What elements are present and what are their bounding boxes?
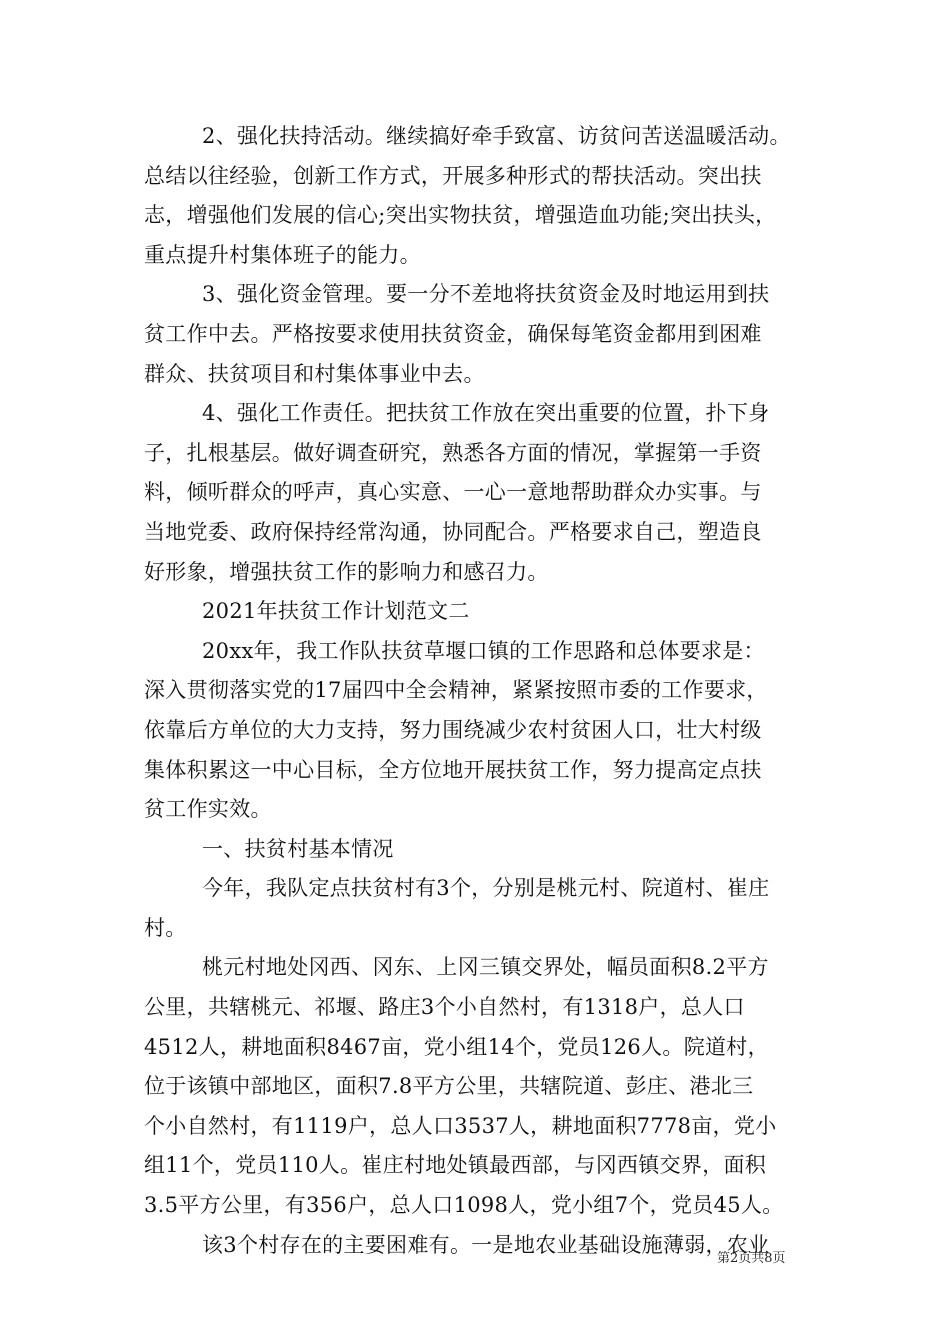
paragraph-line: 好形象，增强扶贫工作的影响力和感召力。 [144,559,549,584]
paragraph-line: 2、强化扶持活动。继续搞好牵手致富、访贫问苦送温暖活动。 [202,124,791,148]
paragraph-line: 群众、扶贫项目和村集体事业中去。 [144,361,485,386]
paragraph-line: 该3个村存在的主要困难有。一是地农业基础设施薄弱，农业 [202,1232,770,1257]
paragraph-line: 当地党委、政府保持经常沟通，协同配合。严格要求自己，塑造良 [144,519,762,544]
document-body [144,117,812,1265]
paragraph-line: 重点提升村集体班子的能力。 [144,242,421,267]
paragraph-line: 公里，共辖桃元、祁堰、路庄3个小自然村，有1318户，总人口 [144,995,745,1020]
page-number: 第2页共8页 [717,1251,786,1266]
paragraph-line: 位于该镇中部地区，面积7.8平方公里，共辖院道、彭庄、港北三 [144,1074,754,1099]
subsection-heading: 一、扶贫村基本情况 [202,836,394,861]
paragraph-line: 桃元村地处冈西、冈东、上冈三镇交界处，幅员面积8.2平方 [202,955,769,980]
paragraph-line: 志，增强他们发展的信心;突出实物扶贫，增强造血功能;突出扶头， [144,203,777,228]
paragraph-line: 村。 [144,915,187,940]
paragraph-line: 今年，我队定点扶贫村有3个，分别是桃元村、院道村、崔庄 [202,876,770,901]
paragraph-line: 贫工作中去。严格按要求使用扶贫资金，确保每笔资金都用到困难 [144,321,762,346]
paragraph-line: 组11个，党员110人。崔庄村地处镇最西部，与冈西镇交界，面积 [144,1153,767,1178]
paragraph-line: 深入贯彻落实党的17届四中全会精神，紧紧按照市委的工作要求， [144,678,768,703]
paragraph-line: 集体积累这一中心目标，全方位地开展扶贫工作，努力提高定点扶 [144,757,762,782]
paragraph-line: 贫工作实效。 [144,797,272,822]
paragraph-line: 依靠后方单位的大力支持，努力围绕减少农村贫困人口，壮大村级 [144,717,762,742]
paragraph-line: 子，扎根基层。做好调查研究，熟悉各方面的情况，掌握第一手资 [144,440,762,465]
paragraph-line: 3.5平方公里，有356户，总人口1098人，党小组7个，党员45人。 [144,1193,784,1218]
paragraph-line: 3、强化资金管理。要一分不差地将扶贫资金及时地运用到扶 [202,282,770,307]
paragraph-line: 个小自然村，有1119户，总人口3537人，耕地面积7778亩，党小 [144,1113,777,1138]
section-heading: 2021年扶贫工作计划范文二 [202,599,470,624]
paragraph-line: 20xx年，我工作队扶贫草堰口镇的工作思路和总体要求是： [202,638,765,663]
paragraph-line: 料，倾听群众的呼声，真心实意、一心一意地帮助群众办实事。与 [144,480,762,505]
paragraph-line: 总结以往经验，创新工作方式，开展多种形式的帮扶活动。突出扶 [144,163,762,188]
paragraph-line: 4512人，耕地面积8467亩，党小组14个，党员126人。院道村， [144,1034,769,1059]
paragraph-line: 4、强化工作责任。把扶贫工作放在突出重要的位置，扑下身 [202,401,770,426]
